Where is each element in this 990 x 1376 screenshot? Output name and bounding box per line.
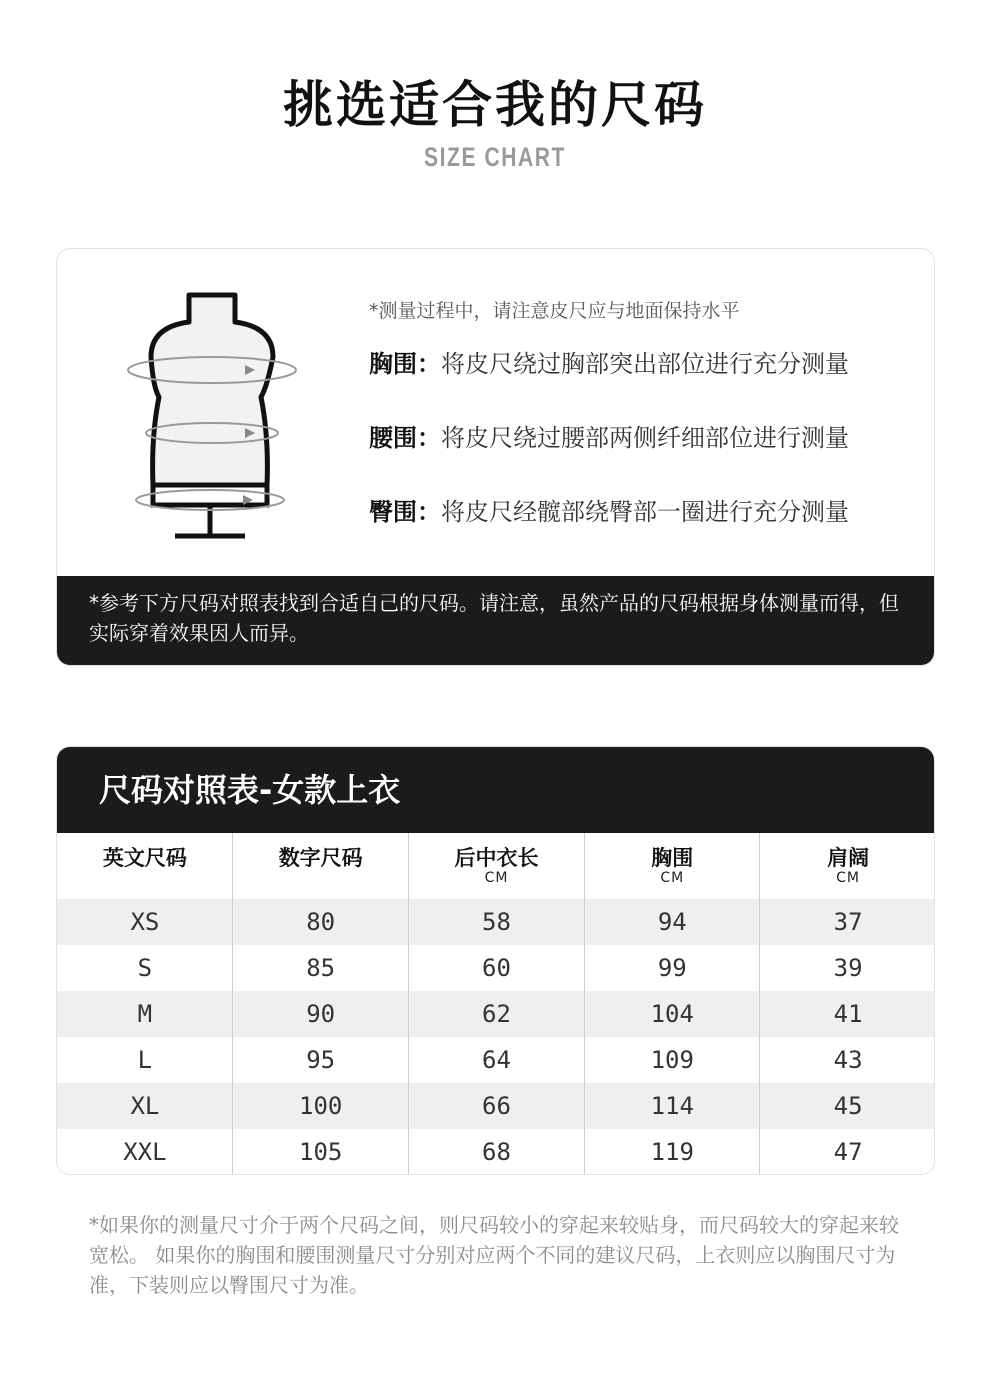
table-cell: M xyxy=(137,1000,153,1028)
table-cell: 114 xyxy=(650,1092,694,1120)
mannequin-icon xyxy=(127,287,307,542)
size-tip-bar: *参考下方尺码对照表找到合适自己的尺码。请注意，虽然产品的尺码根据身体测量而得，但实际穿着效果因人而异。 xyxy=(57,576,935,666)
header-label: 数字尺码 xyxy=(278,846,363,870)
header-cell-shoulder xyxy=(760,833,935,899)
header-unit: CM xyxy=(660,870,685,886)
header-unit: CM xyxy=(836,870,861,886)
table-cell: 85 xyxy=(306,954,336,982)
header-label: 肩阔 xyxy=(827,846,870,870)
table-cell: 80 xyxy=(306,908,336,936)
measure-item-chest xyxy=(369,348,849,380)
table-cell: 58 xyxy=(482,908,511,936)
table-cell: 66 xyxy=(482,1092,511,1120)
header-label: 英文尺码 xyxy=(102,846,187,870)
table-cell: 105 xyxy=(299,1138,343,1166)
measure-text: 将皮尺绕过胸部突出部位进行充分测量 xyxy=(441,350,849,378)
table-cell: 99 xyxy=(657,954,687,982)
table-cell: XXL xyxy=(123,1138,167,1166)
measure-item-hip xyxy=(369,496,849,528)
measurement-guide-card xyxy=(56,248,935,666)
table-cell: 43 xyxy=(833,1046,863,1074)
table-cell: 104 xyxy=(650,1000,694,1028)
table-cell: 119 xyxy=(650,1138,694,1166)
table-cell: 60 xyxy=(482,954,511,982)
measure-label: 胸围： xyxy=(369,350,441,378)
table-cell: L xyxy=(137,1046,153,1074)
table-cell: 39 xyxy=(833,954,863,982)
table-cell: 62 xyxy=(482,1000,511,1028)
measure-label: 臀围： xyxy=(369,498,441,526)
table-cell: 41 xyxy=(833,1000,863,1028)
table-cell: 64 xyxy=(482,1046,511,1074)
header-cell-letter-size xyxy=(57,833,233,899)
table-header xyxy=(57,833,935,899)
page-title: 挑选适合我的尺码 xyxy=(283,76,707,134)
measure-text: 将皮尺绕过腰部两侧纤细部位进行测量 xyxy=(441,424,849,452)
measure-item-waist xyxy=(369,422,849,454)
table-cell: 68 xyxy=(482,1138,511,1166)
table-row xyxy=(57,991,935,1037)
header-label: 胸围 xyxy=(651,846,694,870)
table-cell: 47 xyxy=(833,1138,863,1166)
table-cell: 94 xyxy=(657,908,687,936)
size-footnote: *如果你的测量尺寸介于两个尺码之间，则尺码较小的穿起来较贴身，而尺码较大的穿起来较宽松。 如果你的胸围和腰围测量尺寸分别对应两个不同的建议尺码，上衣则应以胸围尺寸为准，下装则应以臀围尺寸为准。 xyxy=(89,1213,899,1297)
table-row xyxy=(57,945,935,991)
measure-text: 将皮尺经髋部绕臀部一圈进行充分测量 xyxy=(441,498,849,526)
table-cell: 45 xyxy=(833,1092,863,1120)
header-label: 后中衣长 xyxy=(454,846,539,870)
table-cell: XL xyxy=(130,1092,160,1120)
table-cell: 109 xyxy=(650,1046,694,1074)
table-row xyxy=(57,1037,935,1083)
table-row xyxy=(57,1129,935,1175)
table-cell: 90 xyxy=(306,1000,336,1028)
table-cell: XS xyxy=(130,908,160,936)
header-unit: CM xyxy=(484,870,509,886)
table-cell: 100 xyxy=(299,1092,343,1120)
table-cell: 95 xyxy=(306,1046,336,1074)
table-row xyxy=(57,899,935,945)
measure-note: *测量过程中，请注意皮尺应与地面保持水平 xyxy=(369,300,740,322)
table-row xyxy=(57,1083,935,1129)
table-cell: 37 xyxy=(833,908,863,936)
size-table-card xyxy=(56,746,935,1175)
table-cell: S xyxy=(137,954,153,982)
table-body xyxy=(57,899,935,1175)
header-cell-chest xyxy=(584,833,760,899)
page-subtitle: SIZE CHART xyxy=(424,142,566,172)
header-cell-number-size xyxy=(233,833,409,899)
table-title: 尺码对照表-女款上衣 xyxy=(57,747,935,833)
header-cell-length xyxy=(409,833,585,899)
measure-label: 腰围： xyxy=(369,424,441,452)
